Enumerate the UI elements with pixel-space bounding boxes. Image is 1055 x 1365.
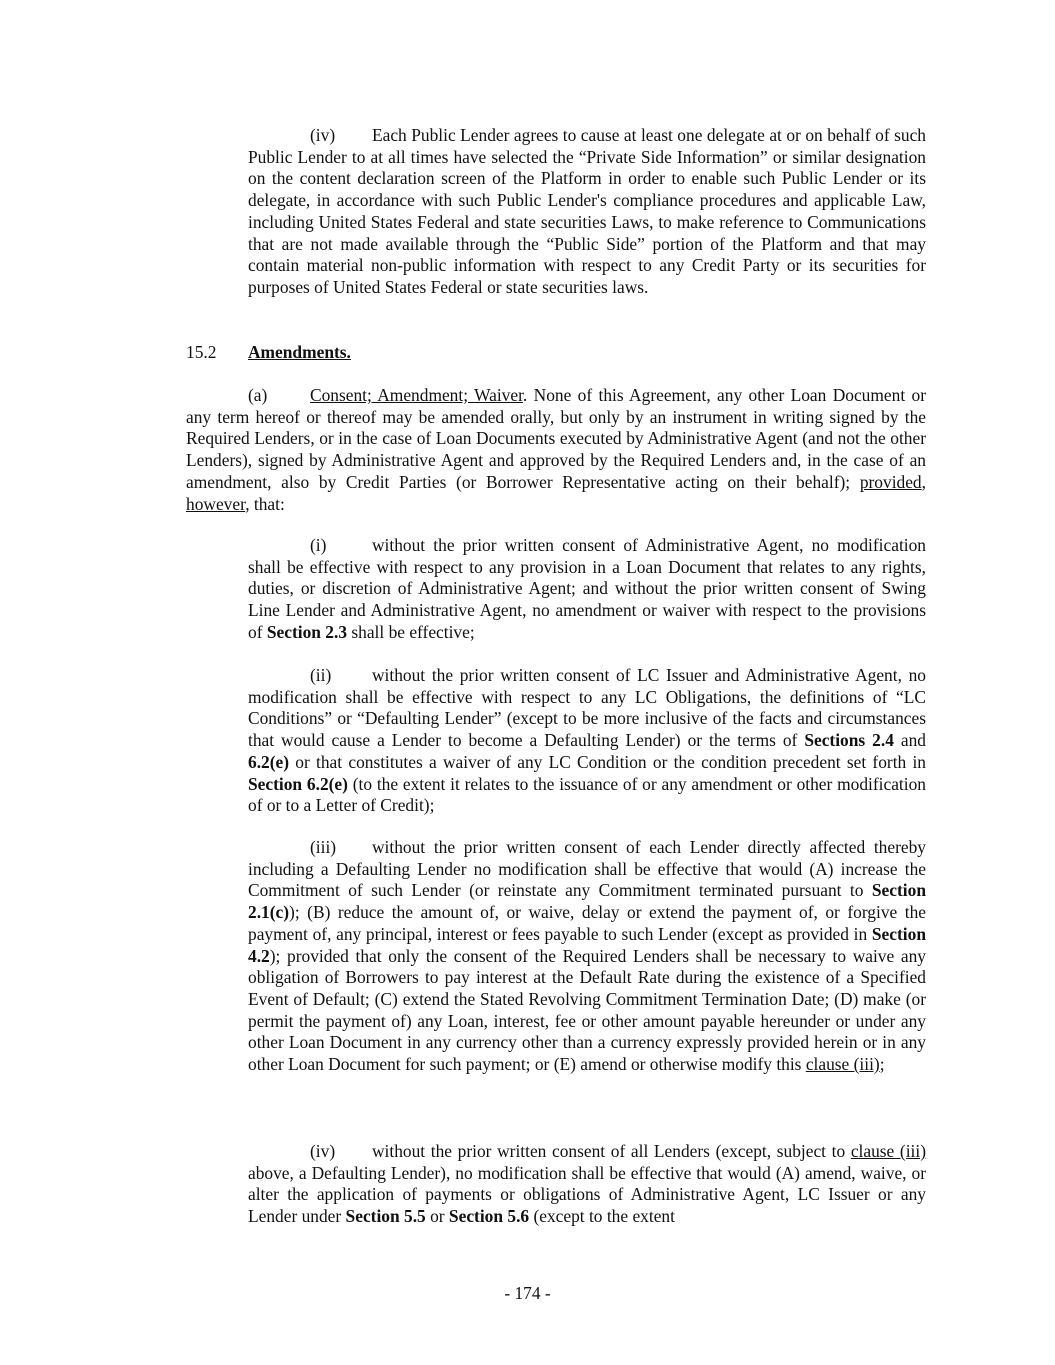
paragraph-text: ); provided that only the consent of the Required Lenders shall be necessary to waive any obligation of Borrowers to pay interest at the Default Rate during the existence of a Specified Event of Default; (C) extend the Stated Revolving Commitment Termination Date; (D) make (or permit the payment of) any Loan, interest, fee or other amount payable hereunder or under any other Loan Document in any currency other than a currency expressly provided herein or in any other Loan Document for such payment; or (E) amend or otherwise modify this <box>248 945 926 1075</box>
section-reference: Section 4.2 <box>248 923 926 966</box>
paragraph-text: or <box>425 1206 449 1227</box>
paragraph-iii <box>248 837 926 1076</box>
clause-reference: clause (iii) <box>850 1141 926 1161</box>
paragraph-text-end: shall be effective; <box>347 621 475 642</box>
clause-number: (iii) <box>310 837 337 857</box>
provided-term: provided <box>859 471 922 492</box>
clause-title: Consent; Amendment; Waiver <box>310 385 523 405</box>
paragraph-text: without the prior written consent of LC Issuer and Administrative Agent, no modification shall be effective with respect to any LC Obligations, the definitions of “LC Conditions” or “Defaulting Lender” (except to be more inclusive of the facts and circumstances that would cause a Lender to become a Defaulting Lender) or the terms of <box>248 665 926 751</box>
paragraph-text: without the prior written consent of Administrative Agent, no modification shall be effective with respect to any provision in a Loan Document that relates to any rights, duties, or discretion of Administrative Agent; and without the prior written consent of Swing Line Lender and Administrative Agent, no amendment or waiver with respect to the provisions of <box>248 535 926 642</box>
clause-number: (iv) <box>310 1141 336 1161</box>
paragraph-a-consent <box>186 385 926 515</box>
clause-number: (i) <box>310 535 327 555</box>
separator: , <box>921 471 926 492</box>
paragraph-text: Each Public Lender agrees to cause at least one delegate at or on behalf of such Public Lender to at all times have selected the “Private Side Information” or similar designation on the content declaration screen of the Platform in order to enable such Public Lender or its delegate, in accordance with such Public Lender's compliance procedures and applicable Law, including United States Federal and state securities Laws, to make reference to Communications that are not made available through the “Public Side” portion of the Platform and that may contain material non-public information with respect to any Credit Party or its securities for purposes of United States Federal or state securities laws. <box>248 125 926 297</box>
paragraph-text-end: , that: <box>245 493 285 514</box>
section-number: 15.2 <box>186 342 217 362</box>
clause-number: (a) <box>248 385 268 405</box>
paragraph-text-end: (to the extent it relates to the issuance of or any amendment or other modification of or to a Letter of Credit); <box>248 773 926 816</box>
paragraph-text: above, a Defaulting Lender), no modification shall be effective that would (A) amend, waive, or alter the application of payments or obligations of Administrative Agent, LC Issuer or any Lender under <box>248 1162 926 1227</box>
section-reference: Section 2.3 <box>266 621 348 642</box>
section-reference: Section 2.1(c) <box>248 880 926 923</box>
section-reference: Section 5.6 <box>448 1206 530 1227</box>
section-reference: Section 6.2(e) <box>248 773 348 794</box>
paragraph-text: and <box>893 730 926 751</box>
section-reference: Sections 2.4 <box>804 730 894 751</box>
paragraph-text: . None of this Agreement, any other Loan Document or any term hereof or thereof may be amended orally, but only by an instrument in writing signed by the Required Lenders, or in the case of Loan Documents executed by Administrative Agent (and not the other Lenders), signed by Administrative Agent and approved by the Required Lenders and, in the case of an amendment, also by Credit Parties (or Borrower Representative acting on their behalf); <box>186 385 927 492</box>
paragraph-text: without the prior written consent of each Lender directly affected thereby including a Defaulting Lender no modification shall be effective that would (A) increase the Commitment of such Lender (or reinstate any Commitment terminated pursuant to <box>248 837 926 901</box>
paragraph-text-end: (except to the extent <box>529 1206 675 1227</box>
paragraph-i <box>248 535 926 644</box>
section-reference: Section 5.5 <box>345 1206 426 1227</box>
paragraph-text-end: ; <box>879 1054 885 1075</box>
paragraph-ii <box>248 665 926 817</box>
however-term: however <box>186 493 246 514</box>
clause-number: (iv) <box>310 125 336 145</box>
section-reference: 6.2(e) <box>248 751 290 772</box>
paragraph-iv-public-lender <box>248 125 926 299</box>
section-title: Amendments. <box>248 342 351 362</box>
clause-reference: clause (iii) <box>805 1054 880 1075</box>
clause-number: (ii) <box>310 665 332 685</box>
section-heading <box>186 342 351 364</box>
paragraph-text: ); (B) reduce the amount of, or waive, delay or extend the payment of, or forgive the payment of, any principal, interest or fees payable to such Lender (except as provided in <box>248 902 926 944</box>
paragraph-iv <box>248 1141 926 1228</box>
page-number: - 174 - <box>504 1283 551 1303</box>
paragraph-text: or that constitutes a waiver of any LC Condition or the condition precedent set forth in <box>289 751 926 772</box>
paragraph-text: without the prior written consent of all Lenders (except, subject to <box>372 1141 851 1161</box>
